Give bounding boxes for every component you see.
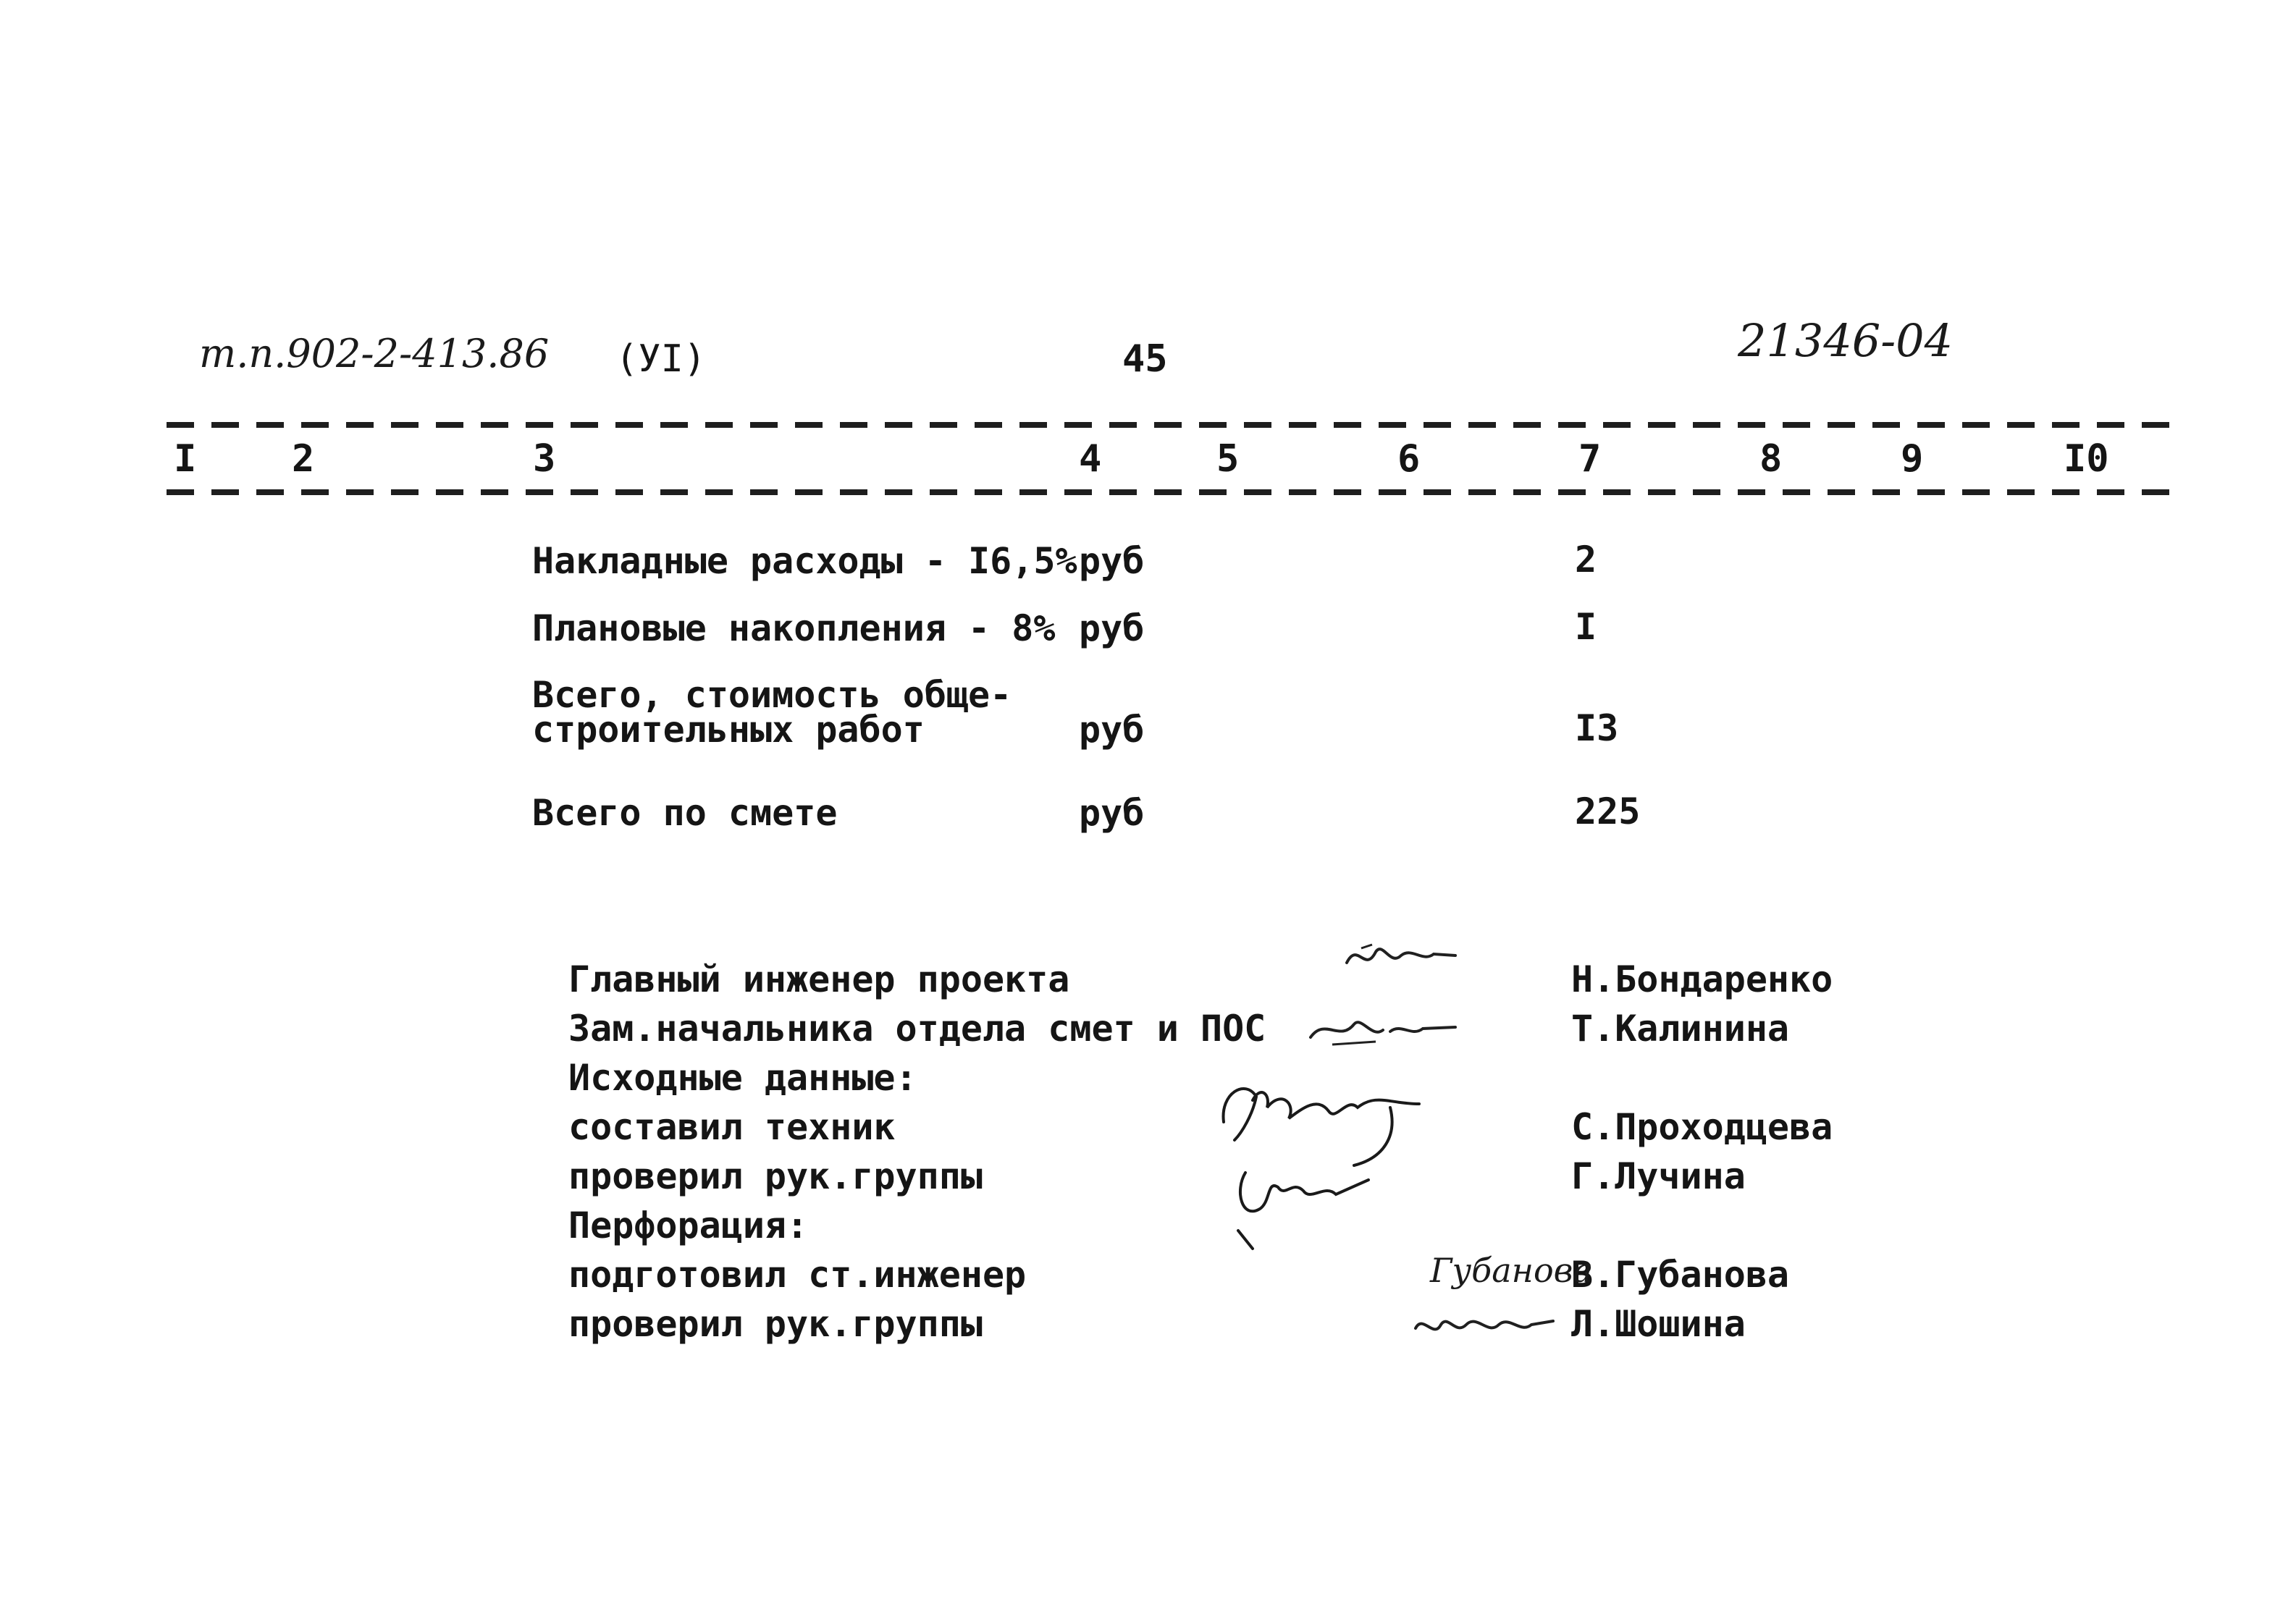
row-unit: руб [1079,792,1145,834]
page-number: 45 [1122,337,1168,381]
row-description: Плановые накопления - 8% [532,607,1056,649]
row-unit: руб [1079,607,1145,649]
column-number-8: 8 [1759,437,1783,481]
column-number-7: 7 [1578,437,1602,481]
signer-role: проверил рук.группы [568,1303,983,1345]
signature-mark [1340,934,1463,984]
row-description-line-1: Всего, стоимость обще- [532,674,1012,716]
column-number-9: 9 [1901,437,1924,481]
signer-role: Главный инженер проекта [568,958,1070,1000]
signature-mark [1303,1003,1463,1053]
signer-name: Т.Калинина [1571,1008,1790,1050]
column-number-10: I0 [2064,437,2109,481]
header-top-rule [167,422,2172,428]
header-bottom-rule [167,489,2172,495]
signature-mark [1408,1299,1560,1350]
signature-mark [1202,1064,1441,1260]
row-unit: руб [1079,540,1145,582]
section-label: Перфорация: [568,1205,809,1246]
row-description-line-2: строительных работ [532,709,925,751]
section-label: (УI) [615,337,707,381]
signer-name: Л.Шошина [1571,1303,1746,1345]
signer-role: подготовил ст.инженер [568,1254,1027,1296]
signature-mark: Губанова [1430,1251,1593,1290]
signer-role: составил техник [568,1106,896,1148]
row-value: 2 [1575,539,1597,581]
column-number-5: 5 [1216,437,1240,481]
column-number-6: 6 [1397,437,1421,481]
signer-role: Зам.начальника отдела смет и ПОС [568,1008,1266,1050]
column-number-3: 3 [533,437,556,481]
signer-role: проверил рук.группы [568,1155,983,1197]
signer-name: Н.Бондаренко [1571,958,1833,1000]
document-number: 21346-04 [1738,314,1954,367]
signer-name: Г.Лучина [1571,1155,1746,1197]
row-description: Всего по смете [532,792,838,834]
column-number-4: 4 [1079,437,1102,481]
row-value: 225 [1575,790,1641,832]
signer-name: С.Проходцева [1571,1106,1833,1148]
column-number-1: I [174,437,197,481]
row-description: Накладные расходы - I6,5% [532,540,1077,582]
column-number-2: 2 [292,437,315,481]
row-value: I3 [1575,707,1619,749]
row-unit: руб [1079,709,1145,751]
row-value: I [1575,606,1597,648]
signer-name: В.Губанова [1571,1254,1790,1296]
section-label: Исходные данные: [568,1057,917,1099]
project-code: т.п.902-2-413.86 [199,331,550,376]
